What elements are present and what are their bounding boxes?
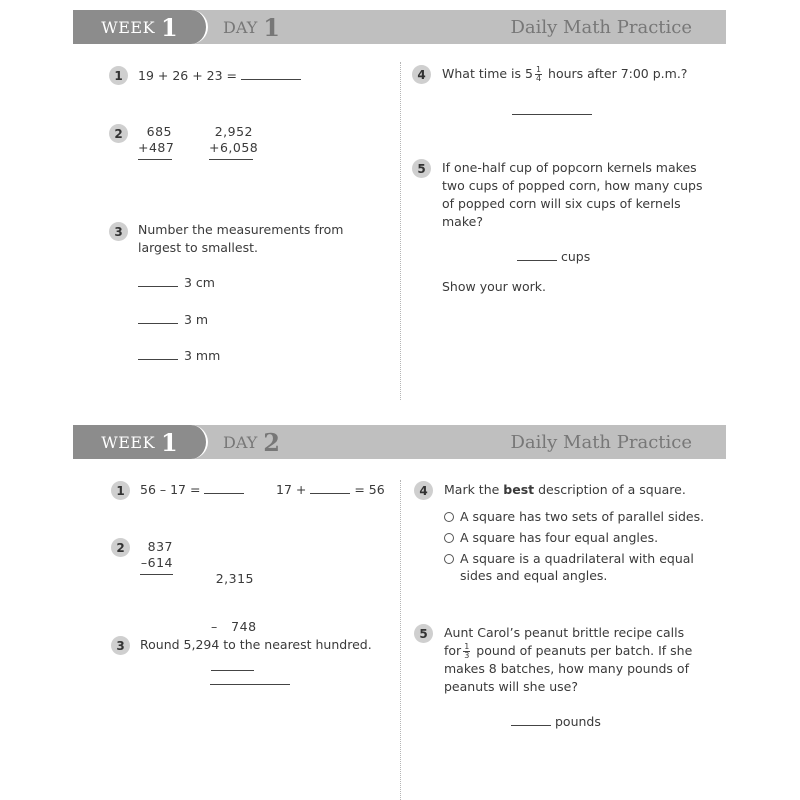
page-title: Daily Math Practice xyxy=(510,16,692,38)
answer-line[interactable] xyxy=(211,667,254,671)
answer-blank[interactable] xyxy=(512,103,592,115)
question-text: for xyxy=(444,643,462,658)
question-text: description of a square. xyxy=(538,482,686,497)
answer-blank[interactable] xyxy=(138,275,178,287)
column-divider xyxy=(400,62,401,400)
question-3: Round 5,294 to the nearest hundred. xyxy=(140,637,372,652)
answer-blank[interactable] xyxy=(138,312,178,324)
bottom-number: – 748 xyxy=(211,619,257,634)
page-title: Daily Math Practice xyxy=(510,431,692,453)
week-badge xyxy=(73,425,208,459)
question-text: of popped corn will six cups of kernels xyxy=(442,196,681,211)
fraction xyxy=(535,66,542,83)
bottom-number: +487 xyxy=(138,140,175,155)
question-text: make? xyxy=(442,214,483,229)
day2-header xyxy=(73,425,726,459)
question-text: hours after 7:00 p.m.? xyxy=(548,66,688,81)
top-number: 837 xyxy=(147,539,173,554)
denominator: 4 xyxy=(535,74,542,83)
question-text: two cups of popped corn, how many cups xyxy=(442,178,703,193)
day1-header xyxy=(73,10,726,44)
top-number: 685 xyxy=(146,124,172,139)
question-number-badge: 4 xyxy=(412,65,431,84)
radio-button[interactable] xyxy=(444,554,454,564)
week-number: 1 xyxy=(161,427,178,457)
day-number: 1 xyxy=(263,12,280,42)
answer-blank[interactable] xyxy=(210,673,290,685)
question-number-badge: 3 xyxy=(109,222,128,241)
day-label xyxy=(223,10,280,44)
question-text: largest to smallest. xyxy=(138,240,258,255)
option-label: A square has two sets of parallel sides. xyxy=(460,509,705,524)
answer-with-unit xyxy=(517,248,590,266)
day-label xyxy=(223,425,280,459)
emphasis-text: best xyxy=(503,482,535,497)
subtraction-problem-b xyxy=(211,539,257,687)
unit-label: pounds xyxy=(555,714,601,729)
numerator: 1 xyxy=(535,65,542,74)
answer-blank[interactable] xyxy=(310,482,350,494)
answer-option-3[interactable] xyxy=(444,550,694,568)
answer-line[interactable] xyxy=(138,156,172,160)
answer-blank[interactable] xyxy=(241,68,301,80)
question-number-badge: 1 xyxy=(109,66,128,85)
question-number-badge: 5 xyxy=(412,159,431,178)
answer-option-3-cont: sides and equal angles. xyxy=(460,568,608,583)
question-text: What time is 5 xyxy=(442,66,533,81)
top-number: 2,952 xyxy=(214,124,253,139)
week-badge xyxy=(73,10,208,44)
question-1a xyxy=(140,481,244,499)
addition-problem-b xyxy=(209,124,259,160)
answer-blank[interactable] xyxy=(517,249,557,261)
bottom-number: +6,058 xyxy=(209,140,259,155)
question-text: Aunt Carol’s peanut brittle recipe calls xyxy=(444,625,685,640)
measurement-item xyxy=(138,274,215,292)
bottom-number: –614 xyxy=(140,555,173,570)
numerator: 1 xyxy=(464,642,470,651)
question-5 xyxy=(444,624,692,696)
subtraction-problem-a xyxy=(140,539,173,575)
day-label-text: DAY xyxy=(223,17,258,37)
week-label: WEEK xyxy=(101,432,156,452)
question-text: peanuts will she use? xyxy=(444,679,578,694)
question-number-badge: 5 xyxy=(414,624,433,643)
fraction xyxy=(463,643,470,660)
question-text: = 56 xyxy=(354,482,385,497)
day-number: 2 xyxy=(263,427,280,457)
answer-option-2[interactable] xyxy=(444,529,658,547)
question-text: Mark the xyxy=(444,482,500,497)
answer-option-1[interactable] xyxy=(444,508,704,526)
question-number-badge: 4 xyxy=(414,481,433,500)
question-5 xyxy=(442,159,702,231)
question-1 xyxy=(138,67,301,85)
unit-label: cups xyxy=(561,249,591,264)
week-number: 1 xyxy=(161,12,178,42)
question-text-with-fraction xyxy=(444,642,692,660)
measurement-item xyxy=(138,347,220,365)
week-label: WEEK xyxy=(101,17,156,37)
question-text: 19 + 26 + 23 = xyxy=(138,68,238,83)
show-work-label: Show your work. xyxy=(442,279,547,294)
addition-problem-a xyxy=(138,124,175,160)
question-number-badge: 3 xyxy=(111,636,130,655)
question-text: 17 + xyxy=(276,482,307,497)
radio-button[interactable] xyxy=(444,533,454,543)
radio-button[interactable] xyxy=(444,512,454,522)
option-label: A square is a quadrilateral with equal xyxy=(460,551,694,566)
answer-line[interactable] xyxy=(140,571,173,575)
column-divider xyxy=(400,480,401,800)
question-text: Number the measurements from xyxy=(138,222,344,237)
answer-with-unit xyxy=(511,713,601,731)
question-text: pound of peanuts per batch. If she xyxy=(476,643,693,658)
day-label-text: DAY xyxy=(223,432,258,452)
question-1b xyxy=(276,481,385,499)
measurement-label: 3 mm xyxy=(184,348,221,363)
measurement-item xyxy=(138,311,208,329)
option-label: A square has four equal angles. xyxy=(460,530,659,545)
question-text: 56 – 17 = xyxy=(140,482,201,497)
question-number-badge: 2 xyxy=(109,124,128,143)
answer-blank[interactable] xyxy=(138,348,178,360)
answer-blank[interactable] xyxy=(204,482,244,494)
question-4 xyxy=(442,65,687,83)
question-text: makes 8 batches, how many pounds of xyxy=(444,661,689,676)
question-number-badge: 1 xyxy=(111,481,130,500)
question-number-badge: 2 xyxy=(111,538,130,557)
denominator: 3 xyxy=(464,651,470,660)
question-3 xyxy=(138,221,343,257)
measurement-label: 3 cm xyxy=(184,275,215,290)
question-text: If one-half cup of popcorn kernels makes xyxy=(442,160,697,175)
question-4 xyxy=(444,481,686,499)
top-number: 2,315 xyxy=(215,571,254,586)
measurement-label: 3 m xyxy=(184,312,209,327)
answer-blank[interactable] xyxy=(511,714,551,726)
answer-line[interactable] xyxy=(209,156,253,160)
